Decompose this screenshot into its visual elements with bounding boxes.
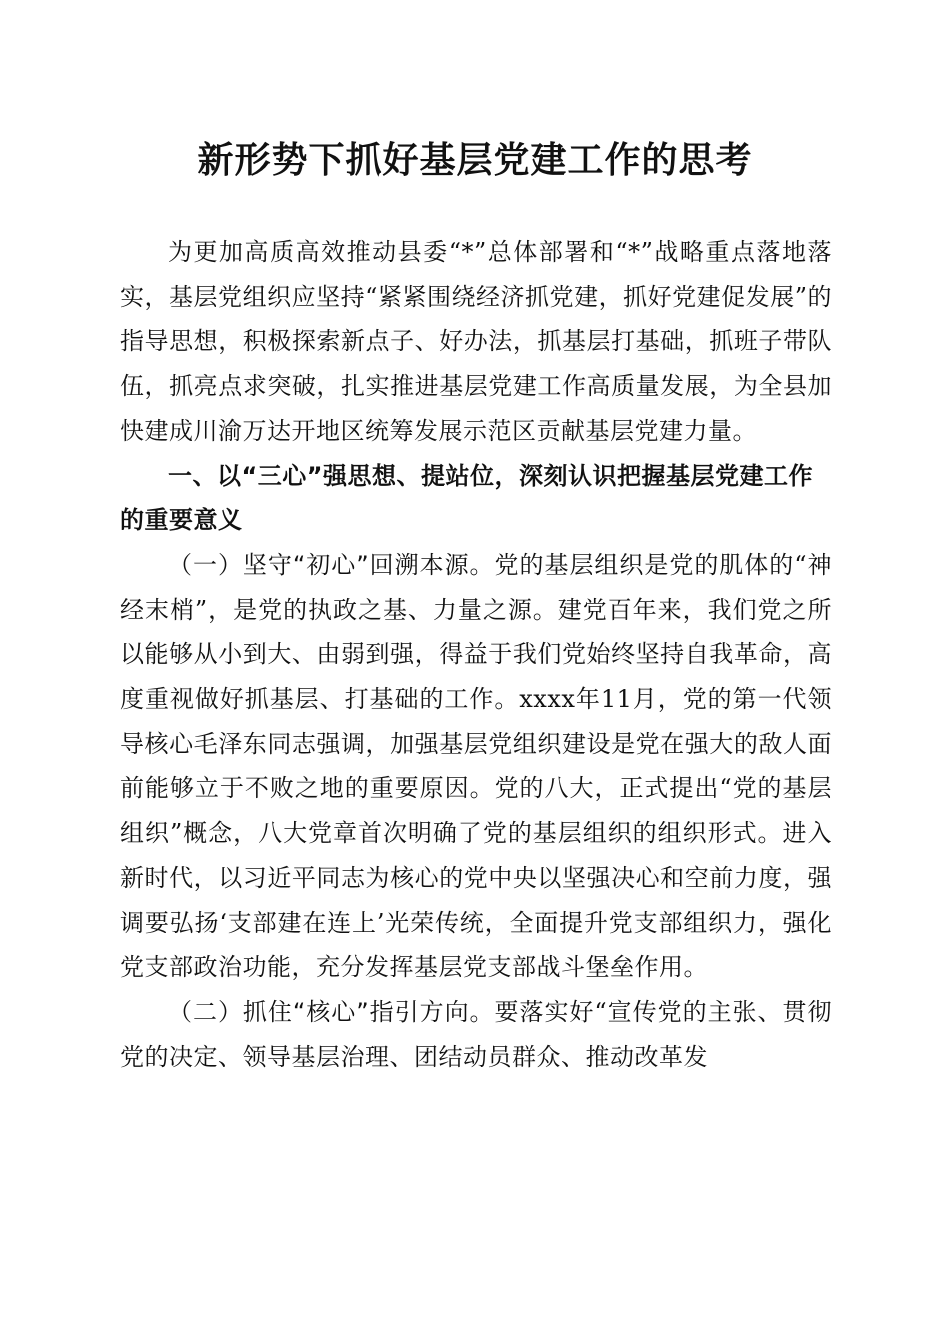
- section-1-heading: 一、以“三心”强思想、提站位，深刻认识把握基层党建工作的重要意义: [120, 461, 814, 535]
- subsection-2-paragraph: [120, 990, 832, 1079]
- intro-paragraph: 为更加高质高效推动县委“*”总体部署和“*”战略重点落地落实，基层党组织应坚持“紧紧围绕经济抓党建，抓好党建促发展”的指导思想，积极探索新点子、好办法，抓基层打基础，抓班子带队伍，抓亮点求突破，扎实推进基层党建工作高质量发展，为全县加快建成川渝万达开地区统筹发展示范区贡献基层党建力量。: [120, 238, 832, 445]
- document-title: 新形势下抓好基层党建工作的思考: [197, 139, 753, 181]
- subsection-1-paragraph: [120, 543, 832, 990]
- document-body: [120, 230, 832, 1079]
- subsection-2-text: 要落实好“宣传党的主张、贯彻党的决定、领导基层治理、团结动员群众、推动改革发: [120, 997, 832, 1071]
- subsection-1-lead: （一）坚守“初心”回溯本源。: [168, 550, 495, 579]
- subsection-1-text: 党的基层组织是党的肌体的“神经末梢”，是党的执政之基、力量之源。建党百年来，我们党之所以能够从小到大、由弱到强，得益于我们党始终坚持自我革命，高度重视做好抓基层、打基础的工作。xxxx年11月，党的第一代领导核心毛泽东同志强调，加强基层党组织建设是党在强大的敌人面前能够立于不败之地的重要原因。党的八大，正式提出“党的基层组织”概念，八大党章首次明确了党的基层组织的组织形式。进入新时代，以习近平同志为核心的党中央以坚强决心和空前力度，强调要弘扬‘支部建在连上’光荣传统，全面提升党支部组织力，强化党支部政治功能，充分发挥基层党支部战斗堡垒作用。: [120, 550, 832, 982]
- subsection-2-lead: （二）抓住“核心”指引方向。: [168, 997, 495, 1026]
